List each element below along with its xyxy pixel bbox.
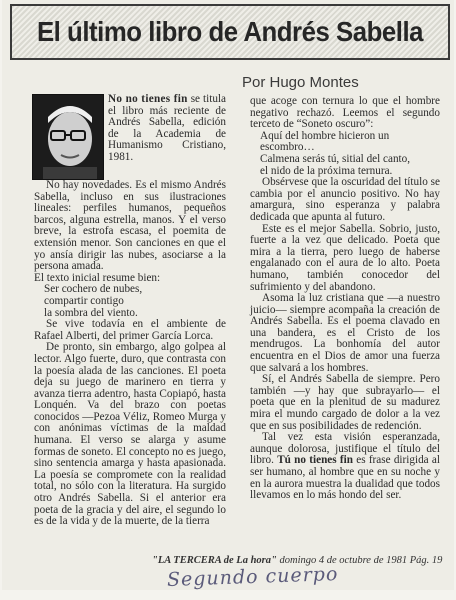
article-column-left: [34, 180, 226, 528]
newspaper-clipping: [2, 0, 454, 590]
paragraph: Obsérvese que la oscuridad del título se cambia por el anuncio positivo. No hay amargura, sino esperanza y palabra dedicada que apunta al futuro.: [250, 176, 440, 223]
paragraph: El texto inicial resume bien:: [34, 271, 161, 284]
paragraph: Asoma la luz cristiana que —a nuestro juicio— siempre acompaña la creación de Andrés Sabella. Es el poema clavado en una bandera, es el Cristo de los mendrugos. La bonhomía del autor encuentra en el Dios de amor una fuerza que salvará a los hombres.: [250, 292, 440, 374]
article-column-right: [250, 96, 440, 502]
author-photo: [32, 94, 104, 180]
verse-line: Ser cochero de nubes,: [44, 283, 143, 296]
paragraph: No hay novedades. Es el mismo Andrés Sabella, incluso en sus ilustraciones lineales: perfiles humanos, pequeños barcos, alguna estrella, manos. Y el verso breve, la estrofa escasa, el poemita de extensión menor. Son canciones en que el yo ansía dirigir las nubes, asociarse a la persona amada.: [34, 179, 226, 273]
newspaper-name: "LA TERCERA de La hora": [152, 555, 277, 566]
paragraph: [250, 432, 440, 502]
author-portrait-image: [33, 95, 103, 179]
headline-box: [10, 4, 450, 60]
paragraph-text: es frase dirigida al ser humano, al hombre que en su noche y en la aurora muestra la dualidad que todos llevamos en lo más hondo del ser.: [250, 454, 440, 502]
byline: Por Hugo Montes: [242, 74, 359, 91]
publication-date: domingo 4 de octubre de 1981 Pág. 19: [276, 555, 443, 566]
book-title-lead: No no tienes fin: [108, 93, 188, 105]
verse-line: el nido de la próxima ternura.: [260, 164, 393, 177]
paragraph: Sí, el Andrés Sabella de siempre. Pero también —y hay que subrayarlo— el poeta que en la plenitud de su madurez mira el mundo cargado de dolor a la vez que en sus posibilidades de redención.: [250, 373, 440, 432]
verse-line: compartir contigo: [44, 294, 124, 307]
verse-line: Calmena serás tú, sitial del canto,: [260, 152, 411, 165]
verse-line: la sombra del viento.: [44, 306, 138, 319]
headline: El último libro de Andrés Sabella: [36, 16, 424, 47]
book-title-inline: Tú no tienes fin: [277, 454, 353, 467]
paragraph: que acoge con ternura lo que el hombre negativo rechazó. Leemos el segundo terceto de “Soneto oscuro”:: [250, 95, 440, 131]
paragraph: Se vive todavía en el ambiente de Rafael Alberti, del primer García Lorca.: [34, 318, 226, 342]
intro-text: se titula el libro más reciente de Andrés Sabella, edición de la Academia de Humanismo Cristiano, 1981.: [108, 93, 226, 163]
verse-line: Aquí del hombre hicieron un escombro…: [260, 129, 390, 154]
paragraph: Este es el mejor Sabella. Sobrio, justo, fuerte a la vez que delicado. Poeta que mira a la tierra, pero luego de haberse engalanado con el aura de lo alto. Poeta humano, también conocedor del sufrimiento y del abandono.: [250, 222, 440, 293]
paragraph-text: Tal vez esta visión esperanzada, aunque dolorosa, justifique el título del libro.: [250, 431, 440, 467]
paragraph: De pronto, sin embargo, algo golpea al lector. Algo fuerte, duro, que contrasta con la poesía alada de las canciones. El poeta deja su juego de marinero en tierra y avanza tierra adentro, hasta Copiapó, hasta Lonquén. Va del brazo con poetas conocidos —Pezoa Véliz, Romeo Murga y con anónimas víctimas de la maldad humana. El verso se alarga y asume formas de soneto. El concepto no es juego, sino sentencia amarga y hasta apasionada. La poesía se compromete con la realidad total, no sólo con la literatura. Ha surgido otro Andrés Sabella. Si el anterior era poeta de la gracia y del aire, el segundo lo es de la vida y de la muerte, de la tierra: [34, 341, 226, 528]
handwritten-note: Segundo cuerpo: [166, 563, 339, 591]
intro-paragraph: [108, 94, 226, 164]
